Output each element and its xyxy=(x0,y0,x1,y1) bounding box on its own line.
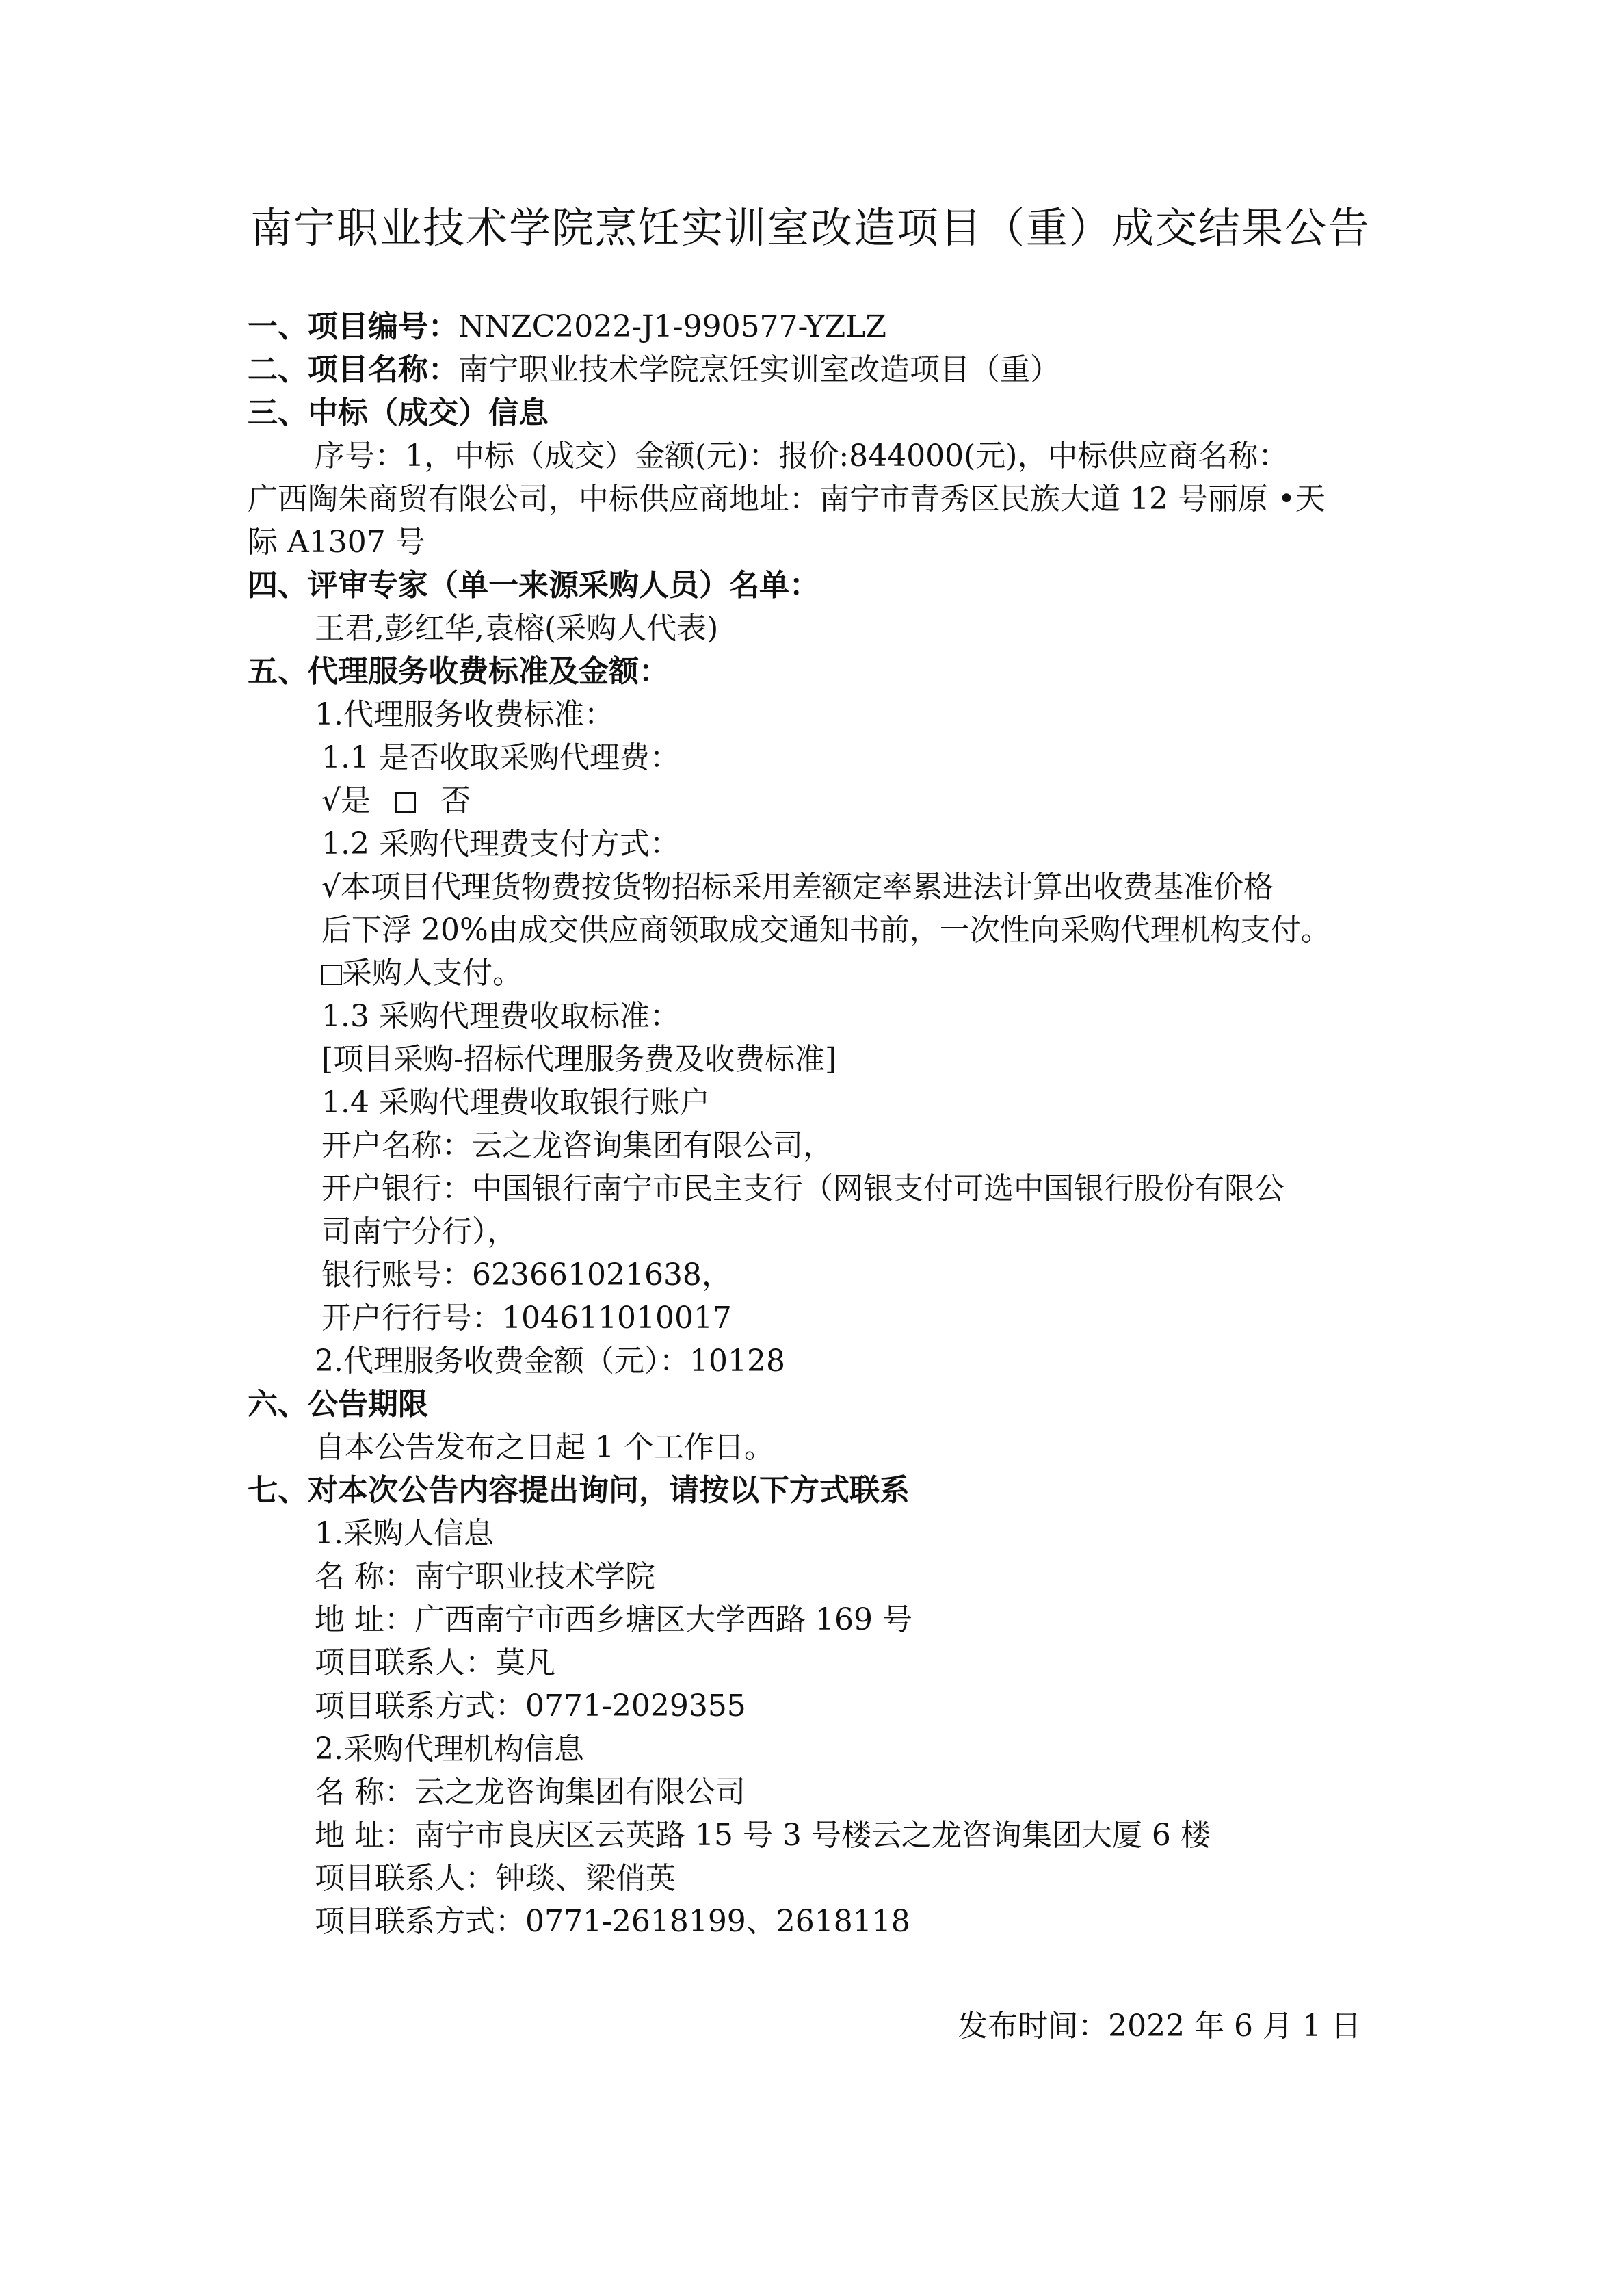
fee-rate-standard: [项目采购-招标代理服务费及收费标准] xyxy=(321,1042,837,1077)
award-line-1: 序号：1，中标（成交）金额(元)：报价:844000(元)，中标供应商名称： xyxy=(315,439,1289,473)
project-number xyxy=(248,306,886,348)
project-name-value: 南宁职业技术学院烹饪实训室改造项目（重） xyxy=(458,352,1060,387)
account-name: 开户名称：云之龙咨询集团有限公司， xyxy=(321,1128,833,1163)
bank-account-heading: 1.4 采购代理费收取银行账户 xyxy=(321,1085,710,1120)
award-line-3: 际 A1307 号 xyxy=(248,525,425,560)
payment-option-1-cont: 后下浮 20%由成交供应商领取成交通知书前，一次性向采购代理机构支付。 xyxy=(321,913,1331,948)
agency-phone: 项目联系方式：0771-2618199、2618118 xyxy=(315,1904,910,1939)
check-mark-icon: √ xyxy=(321,783,341,818)
payment-option-2-text: 采购人支付。 xyxy=(342,956,523,991)
option-no: 否 xyxy=(440,783,471,818)
bank-name-cont: 司南宁分行）， xyxy=(321,1214,517,1249)
payment-option-1-text: 本项目代理货物费按货物招标采用差额定率累进法计算出收费基准价格 xyxy=(341,870,1274,904)
purchaser-phone: 项目联系方式：0771-2029355 xyxy=(315,1688,746,1723)
section-contact-heading: 七、对本次公告内容提出询问，请按以下方式联系 xyxy=(248,1473,910,1508)
agency-name: 名 称：云之龙咨询集团有限公司 xyxy=(315,1775,746,1810)
purchaser-name: 名 称：南宁职业技术学院 xyxy=(315,1559,655,1594)
purchaser-address: 地 址：广西南宁市西乡塘区大学西路 169 号 xyxy=(315,1602,912,1637)
project-number-value: NNZC2022-J1-990577-YZLZ xyxy=(458,309,886,344)
empty-checkbox-icon xyxy=(395,792,416,813)
fee-collect-options xyxy=(321,781,471,822)
fee-collect-question: 1.1 是否收取采购代理费： xyxy=(321,740,680,775)
purchaser-info-heading: 1.采购人信息 xyxy=(315,1516,494,1551)
section-fee-heading: 五、代理服务收费标准及金额： xyxy=(248,654,669,689)
bank-name: 开户银行：中国银行南宁市民主支行（网银支付可选中国银行股份有限公 xyxy=(321,1171,1284,1206)
agency-contact: 项目联系人：钟琰、梁俏英 xyxy=(315,1861,676,1896)
period-text: 自本公告发布之日起 1 个工作日。 xyxy=(315,1430,774,1465)
page-title: 南宁职业技术学院烹饪实训室改造项目（重）成交结果公告 xyxy=(250,204,1371,252)
project-name-label: 二、项目名称： xyxy=(248,352,458,387)
fee-rate-heading: 1.3 采购代理费收取标准： xyxy=(321,999,680,1034)
agency-info-heading: 2.采购代理机构信息 xyxy=(315,1732,584,1766)
check-mark-icon: √ xyxy=(321,870,341,904)
payment-method-heading: 1.2 采购代理费支付方式： xyxy=(321,826,680,861)
publish-time: 发布时间：2022 年 6 月 1 日 xyxy=(958,2009,1361,2044)
payment-option-2 xyxy=(321,953,523,994)
agency-address: 地 址：南宁市良庆区云英路 15 号 3 号楼云之龙咨询集团大厦 6 楼 xyxy=(315,1818,1211,1853)
award-line-2: 广西陶朱商贸有限公司，中标供应商地址：南宁市青秀区民族大道 12 号丽原 •天 xyxy=(248,482,1326,517)
section-experts-heading: 四、评审专家（单一来源采购人员）名单： xyxy=(248,568,819,603)
fee-standard-heading: 1.代理服务收费标准： xyxy=(315,697,614,732)
payment-option-1 xyxy=(321,867,1274,908)
purchaser-contact: 项目联系人：莫凡 xyxy=(315,1645,555,1680)
project-number-label: 一、项目编号： xyxy=(248,309,458,344)
project-name xyxy=(248,350,1060,391)
bank-code: 开户行行号：104611010017 xyxy=(321,1301,732,1335)
account-number: 银行账号：623661021638， xyxy=(321,1257,732,1292)
fee-amount: 2.代理服务收费金额（元）：10128 xyxy=(315,1344,785,1379)
experts-list: 王君,彭红华,袁榕(采购人代表) xyxy=(315,611,719,646)
option-yes: 是 xyxy=(341,783,371,818)
section-award-heading: 三、中标（成交）信息 xyxy=(248,395,549,430)
section-period-heading: 六、公告期限 xyxy=(248,1387,428,1422)
empty-checkbox-icon xyxy=(321,965,342,985)
